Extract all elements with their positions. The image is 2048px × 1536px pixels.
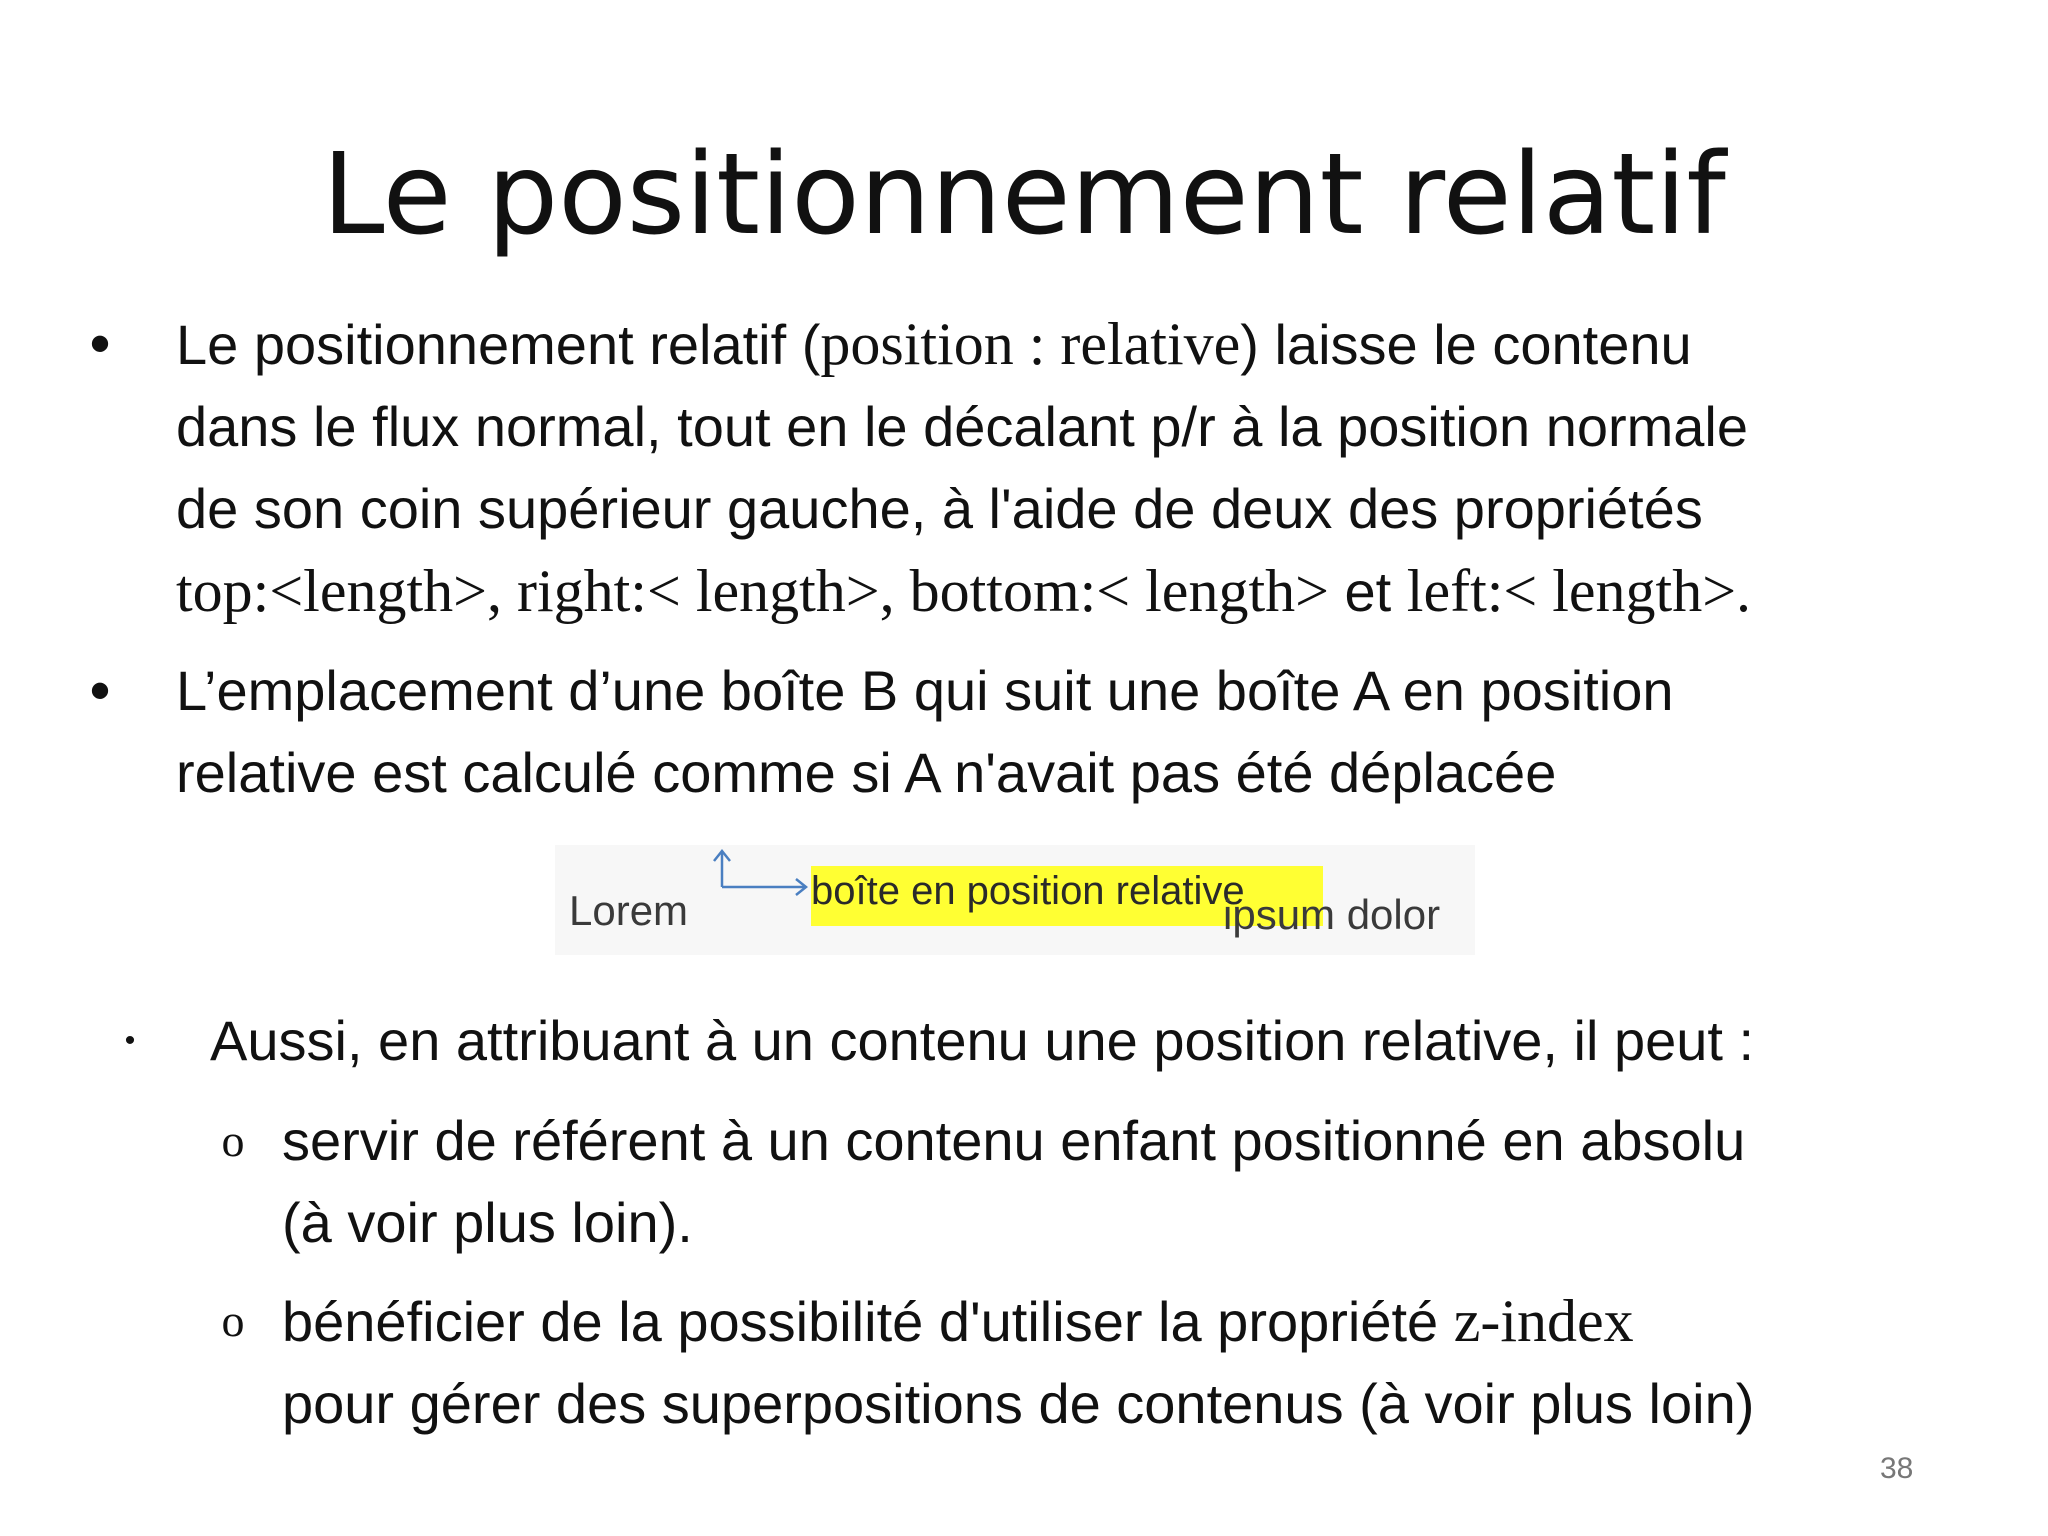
bullet-1-line-2: dans le flux normal, tout en le décalant p/r à la position normale (176, 395, 1749, 458)
bullet-1-body (176, 303, 2010, 633)
bullet-2-line-1: L’emplacement d’une boîte B qui suit une boîte A en position (176, 659, 1674, 722)
bullet-1-suffix: ) laisse le contenu (1240, 313, 1692, 376)
offset-arrow-icon (710, 847, 810, 907)
code-left: left:< length>. (1406, 558, 1752, 624)
bullet-marker: • (89, 310, 111, 377)
bullet-3 (110, 1000, 2040, 1090)
slide-title: Le positionnement relatif (322, 130, 1726, 260)
figure-ipsum-text: ipsum dolor (1223, 891, 1441, 938)
bullet-1-line-1b (176, 303, 2010, 386)
bullet-marker: • (124, 1024, 136, 1057)
bullet-2 (80, 650, 2010, 820)
bullet-2-line-2: relative est calculé comme si A n'avait pas été déplacée (176, 741, 1557, 804)
bullet-1-line-4 (176, 550, 2010, 633)
sub-bullet-1-text (282, 1100, 2008, 1264)
sub-bullet-marker: o (221, 1295, 245, 1346)
code-position-relative: position : relative (820, 311, 1241, 377)
sub-bullet-2 (208, 1280, 2008, 1450)
sub-bullet-marker: o (221, 1115, 245, 1166)
sub-bullet-1-line-1: servir de référent à un contenu enfant positionné en absolu (282, 1109, 1746, 1172)
bullet-1-et: et (1328, 560, 1407, 623)
relative-position-figure (555, 845, 1475, 955)
sub-bullet-1-line-2: (à voir plus loin). (282, 1191, 693, 1254)
bullet-marker: • (89, 657, 111, 724)
figure-box-label: boîte en position relative (811, 869, 1245, 913)
bullet-1-lines (80, 303, 2010, 633)
sub-bullet-2-prefix: bénéficier de la possibilité d'utiliser la propriété (282, 1290, 1454, 1353)
figure-lorem-text: Lorem (569, 887, 689, 934)
page-number: 38 (1880, 1452, 1914, 1485)
bullet-1-prefix: Le positionnement relatif ( (176, 313, 821, 376)
bullet-1-line-3: de son coin supérieur gauche, à l'aide de deux des propriétés (176, 477, 1703, 540)
sub-bullet-2-line-2: pour gérer des superpositions de contenus (à voir plus loin) (282, 1372, 1755, 1435)
code-z-index: z-index (1453, 1288, 1634, 1354)
sub-bullet-2-text (282, 1280, 2008, 1445)
code-properties: top:<length>, right:< length>, bottom:< length> (176, 558, 1329, 624)
sub-bullet-2-line-1 (282, 1280, 2008, 1363)
bullet-3-text: Aussi, en attribuant à un contenu une position relative, il peut : (210, 1009, 1755, 1072)
sub-bullet-1 (208, 1100, 2008, 1270)
bullet-2-text (176, 650, 2010, 814)
